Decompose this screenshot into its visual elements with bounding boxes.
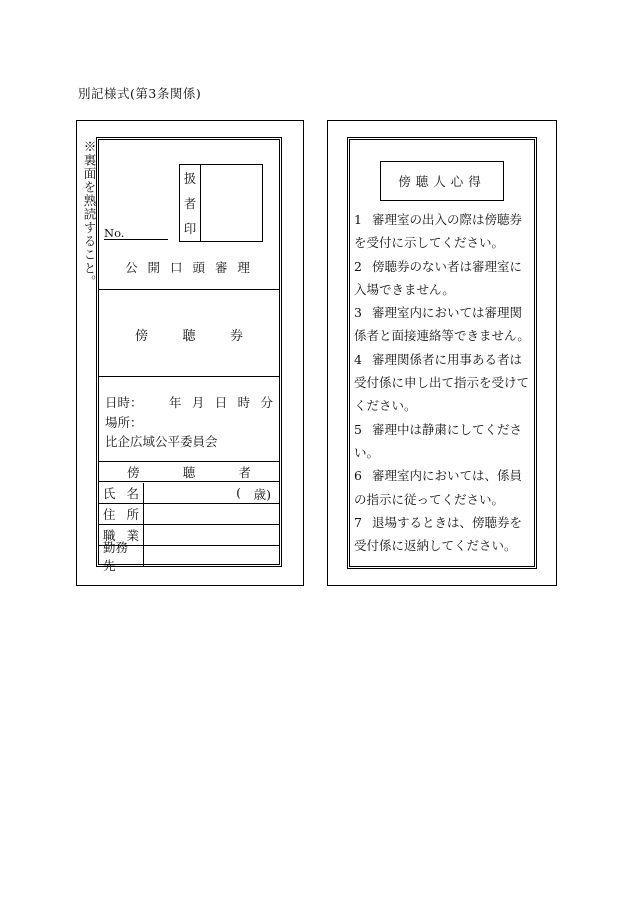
field-label: [99, 504, 144, 524]
datetime-label: 日時：: [105, 395, 143, 410]
audience-table: [99, 462, 279, 573]
rule-number: 5: [354, 421, 362, 437]
audience-header-char: 者: [238, 464, 251, 480]
rule-item: [354, 301, 531, 348]
audience-header: [99, 462, 279, 482]
ticket-front: [96, 137, 282, 573]
date-unit: 日: [214, 395, 228, 410]
date-units: [169, 393, 273, 411]
ticket-title-char: 聴: [182, 329, 196, 344]
date-unit: 月: [191, 395, 205, 410]
hearing-info-section: [99, 377, 279, 462]
rule-text: 審理関係者に用事ある者は受付係に申し出て指示を受けてください。: [354, 351, 530, 414]
date-unit: 分: [260, 395, 273, 410]
stamp-label-char: 者: [183, 195, 197, 211]
age-open: (: [236, 485, 241, 500]
ticket-title-section: [99, 290, 279, 377]
rule-number: 1: [354, 212, 362, 227]
field-label: [99, 540, 144, 573]
date-unit: 年: [169, 395, 182, 410]
field-row-workplace: [99, 540, 279, 573]
rule-number: 2: [354, 258, 362, 274]
rule-text: 退場するときは、傍聴券を受付係に返納してください。: [354, 514, 523, 554]
rule-text: 審理室内においては審理関係者と面接連絡等できません。: [354, 305, 530, 344]
rules-list: [354, 208, 531, 557]
rule-item: [354, 255, 531, 302]
field-label-char: 職: [103, 528, 116, 543]
ticket-title-char: 傍: [135, 329, 149, 344]
age-close: 歳): [253, 487, 271, 502]
ticket-title-char: 券: [229, 329, 243, 344]
field-label-char: 所: [126, 507, 139, 522]
rule-item: [354, 348, 531, 418]
rule-item: [354, 418, 531, 465]
form-heading: 別記様式(第3条関係): [78, 86, 202, 101]
rule-number: 3: [354, 305, 362, 321]
audience-header-char: 傍: [127, 464, 140, 480]
rule-number: 7: [354, 514, 362, 530]
ticket-number-label: No.: [104, 226, 125, 240]
rule-text: 審理中は静粛にしてください。: [354, 421, 523, 460]
rule-text: 審理室の出入の際は傍聴券を受付に示してください。: [354, 212, 523, 251]
rule-item: [354, 464, 531, 511]
field-label-char: 住: [103, 507, 116, 522]
field-row-address: [99, 504, 279, 525]
ticket-back: [347, 137, 537, 569]
field-label-char: 氏: [103, 486, 116, 501]
field-label-char: 業: [126, 528, 139, 543]
rule-item: [354, 208, 531, 255]
organization-name: 比企広域公平委員会: [105, 434, 218, 449]
rule-text: 傍聴券のない者は審理室に入場できません。: [354, 258, 523, 297]
side-note: ※裏面を熟読すること。: [82, 140, 97, 289]
field-row-name: [99, 483, 279, 504]
ticket-title: [135, 325, 243, 344]
rules-title: 傍聴人心得: [380, 161, 504, 201]
place-label: 場所：: [105, 415, 143, 430]
stamp-label-char: 扱: [183, 170, 197, 186]
header-section: [99, 140, 279, 290]
field-label-char: 名: [126, 486, 139, 501]
handler-stamp-label: [180, 165, 201, 241]
handler-stamp-box: [179, 164, 263, 242]
audience-header-char: 聴: [182, 464, 196, 480]
date-unit: 時: [237, 395, 251, 410]
ticket-number-line: [104, 239, 168, 240]
field-label: [99, 483, 144, 503]
rule-number: 6: [354, 468, 362, 484]
rule-number: 4: [354, 351, 362, 367]
rule-text: 審理室内においては、係員の指示に従ってください。: [354, 468, 523, 507]
hearing-type: 公 開 口 頭 審 理: [125, 260, 253, 275]
field-label-char: 勤務先: [103, 540, 129, 573]
rule-item: [354, 511, 531, 558]
stamp-label-char: 印: [183, 221, 197, 237]
